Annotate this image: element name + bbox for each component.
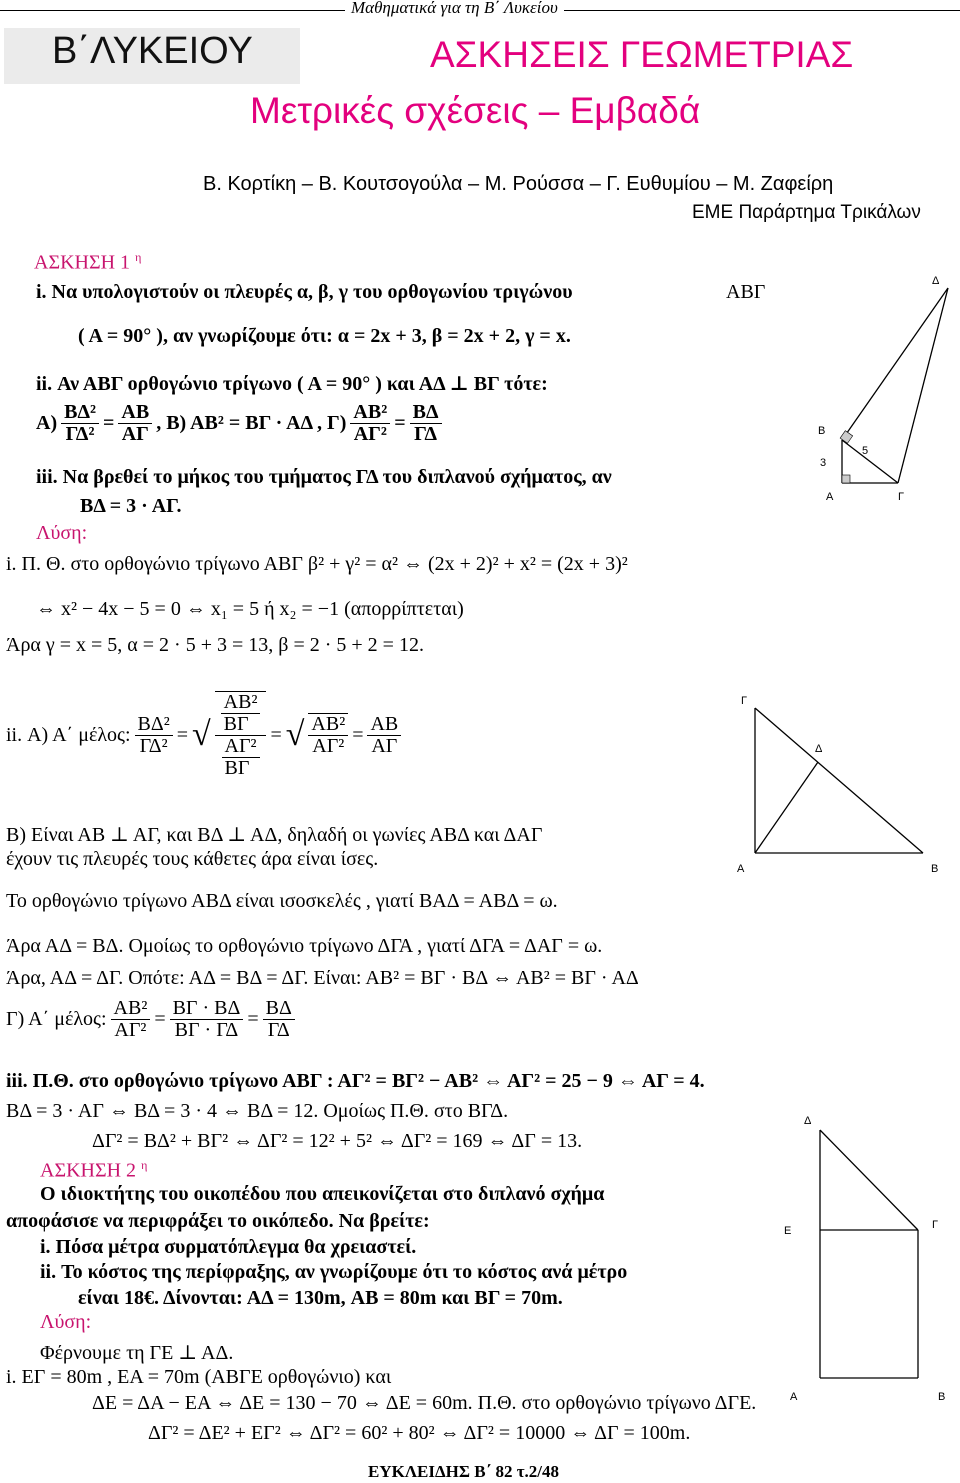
ex2-sol-line3: ΔΕ = ΔΑ − ΕΑ ⇔ ΔΕ = 130 − 70 ⇔ ΔΕ = 60m. Π.Θ. στο ορθογώνιο τρίγωνο ΔΓΕ.	[92, 1392, 757, 1414]
ex2-sol-line4: ΔΓ² = ΔΕ² + ΕΓ² ⇔ ΔΓ² = 60² + 80² ⇔ ΔΓ² = 10000 ⇔ ΔΓ = 100m.	[148, 1422, 691, 1444]
fig3-label-e: Ε	[784, 1225, 792, 1237]
ex2-q2b: είναι 18€. Δίνονται: ΑΔ = 130m, ΑΒ = 80m και ΒΓ = 70m.	[78, 1287, 563, 1309]
ex1-sol-line7: Το ορθογώνιο τρίγωνο ΑΒΔ είναι ισοσκελές , γιατί ΒΑΔ = ΑΒΔ = ω.	[6, 890, 558, 912]
fig1-label-g: Γ	[898, 491, 905, 503]
ex2-line2: αποφάσισε να περιφράξει το οικόπεδο. Να βρείτε:	[6, 1210, 430, 1232]
ex1-solution-label: Λύση:	[36, 522, 88, 544]
fig2-label-g: Γ	[741, 695, 748, 707]
fig3-label-d: Δ	[804, 1115, 812, 1127]
ex2-heading: ΑΣΚΗΣΗ 2 $^\eta$	[40, 1158, 148, 1182]
ex2-sol-line2: i. ΕΓ = 80m , ΕΑ = 70m (ΑΒΓΕ ορθογώνιο) και	[6, 1366, 392, 1388]
grade-label: Β΄ΛΥΚΕΙΟΥ	[52, 30, 253, 72]
fig1-label-a: Α	[826, 491, 834, 503]
ex1-sol-line13: ΔΓ² = ΒΔ² + ΒΓ² ⇔ ΔΓ² = 12² + 5² ⇔ ΔΓ² = 169 ⇔ ΔΓ = 13.	[92, 1130, 583, 1152]
ex1-iii-line1: iii. Να βρεθεί το μήκος του τμήματος ΓΔ του διπλανού σχήματος, αν	[36, 466, 612, 488]
ex1-ii-options: Α) $\frac{\text{ΒΔ²}}{\text{ΓΔ²}}$ = $\frac{AB}{A\Gamma}$ , Β) ΑΒ² = ΒΓ · ΑΔ , Γ) $\frac{\text{ΑΒ²}}{\text{ΑΓ²}}$ = $\frac{B\Delta}{\Gamma\Delta}$	[36, 402, 446, 445]
page-subtitle: Μετρικές σχέσεις – Εμβαδά	[250, 90, 701, 131]
fig1-label-d: Δ	[932, 275, 940, 287]
ex1-heading: ΑΣΚΗΣΗ 1 $^\eta$	[34, 250, 142, 274]
ex1-sol-line9: Άρα, ΑΔ = ΔΓ. Οπότε: ΑΔ = ΒΔ = ΔΓ. Είναι: ΑΒ² = ΒΓ · ΒΔ ⇔ ΑΒ² = ΒΓ · ΑΔ	[6, 967, 639, 989]
figure-plot-trapezoid	[770, 1110, 960, 1410]
page-title: ΑΣΚΗΣΕΙΣ ΓΕΩΜΕΤΡΙΑΣ	[430, 34, 854, 75]
running-header: Μαθηματικά για τη Β΄ Λυκείου	[345, 0, 564, 18]
fig1-label-3: 3	[820, 457, 827, 469]
ex1-i-line2: ( Α = 90° ), αν γνωρίζουμε ότι: α = 2x + 3, β = 2x + 2, γ = x.	[78, 325, 571, 347]
ex2-sol-line1: Φέρνουμε τη ΓΕ ⊥ ΑΔ.	[40, 1342, 234, 1364]
fig2-label-d: Δ	[815, 743, 823, 755]
authors: Β. Κορτίκη – Β. Κουτσογούλα – Μ. Ρούσσα – Γ. Ευθυμίου – Μ. Ζαφείρη	[203, 173, 834, 195]
fig1-label-5: 5	[862, 445, 869, 457]
figure-triangle-bd	[810, 270, 960, 510]
ex1-i-line1: i. Να υπολογιστούν οι πλευρές α, β, γ του ορθογωνίου τριγώνου ΑΒΓ	[36, 281, 766, 303]
fig2-label-a: Α	[737, 863, 745, 875]
ex1-sol-line6: έχουν τις πλευρές τους κάθετες άρα είναι ίσες.	[6, 848, 379, 870]
figure-triangle-altitude	[725, 690, 955, 890]
fig3-label-b: Β	[938, 1391, 946, 1403]
triangle-abg: ΑΒΓ	[726, 281, 766, 303]
ex1-ii-line1: ii. Αν ΑΒΓ ορθογώνιο τρίγωνο ( Α = 90° ) και ΑΔ ⊥ ΒΓ τότε:	[36, 373, 548, 395]
ex1-sol-line12: ΒΔ = 3 · ΑΓ ⇔ ΒΔ = 3 · 4 ⇔ ΒΔ = 12. Ομοίως Π.Θ. στο ΒΓΔ.	[6, 1100, 509, 1122]
ex1-sol-line11: iii. Π.Θ. στο ορθογώνιο τρίγωνο ΑΒΓ : ΑΓ² = ΒΓ² − ΑΒ² ⇔ ΑΓ² = 25 − 9 ⇔ ΑΓ = 4.	[6, 1070, 705, 1092]
organization: ΕΜΕ Παράρτημα Τρικάλων	[692, 202, 921, 223]
fig1-label-b: Β	[818, 425, 826, 437]
ex1-sol-ii-G: Γ) Α΄ μέλος: $\frac{\text{ΑΒ²}}{\text{ΑΓ²}}$ = $\frac{B\Gamma \cdot B\Delta}{B\Gamma \cdot \Gamma\Delta}$ = $\frac{B\Delta}{\Gamma\Delta}$	[6, 998, 299, 1041]
ex1-iii-line2: ΒΔ = 3 · ΑΓ.	[80, 495, 182, 517]
ex1-sol-line3: Άρα γ = x = 5, α = 2 · 5 + 3 = 13, β = 2 · 5 + 2 = 12.	[6, 634, 424, 656]
ex1-sol-line1: i. Π. Θ. στο ορθογώνιο τρίγωνο ΑΒΓ β² + γ² = α² ⇔ (2x + 2)² + x² = (2x + 3)²	[6, 553, 628, 575]
ex2-solution-label: Λύση:	[40, 1311, 92, 1333]
ex1-sol-ii-A: ii. Α) Α΄ μέλος: $\frac{\text{ΒΔ²}}{\text{ΓΔ²}}$ = √ ΑΒ² ΒΓ ΑΓ² ΒΓ = √ $\frac{\text{ΑΒ²}}{\text{ΑΓ²}}$ = $\frac{AB}{A\Gamma}$	[6, 675, 405, 795]
fig2-label-b: Β	[931, 863, 939, 875]
ex2-line1: Ο ιδιοκτήτης του οικοπέδου που απεικονίζεται στο διπλανό σχήμα	[40, 1183, 605, 1205]
page-footer: ΕΥΚΛΕΙΔΗΣ Β΄ 82 τ.2/48	[368, 1462, 560, 1481]
fig3-label-a: Α	[790, 1391, 798, 1403]
ex2-q1: i. Πόσα μέτρα συρματόπλεγμα θα χρειαστεί.	[40, 1236, 417, 1258]
ex1-sol-line5: Β) Είναι ΑΒ ⊥ ΑΓ, και ΒΔ ⊥ ΑΔ, δηλαδή οι γωνίες ΑΒΔ και ΔΑΓ	[6, 824, 543, 846]
fig3-label-g: Γ	[932, 1219, 939, 1231]
ex1-sol-line8: Άρα ΑΔ = ΒΔ. Ομοίως το ορθογώνιο τρίγωνο ΔΓΑ , γιατί ΔΓΑ = ΔΑΓ = ω.	[6, 935, 603, 957]
ex1-sol-line2: ⇔ x² − 4x − 5 = 0 ⇔ x₁ = 5 ή x₂ = −1 (απορρίπτεται)	[36, 598, 464, 620]
ex2-q2a: ii. Το κόστος της περίφραξης, αν γνωρίζουμε ότι το κόστος ανά μέτρο	[40, 1261, 628, 1283]
